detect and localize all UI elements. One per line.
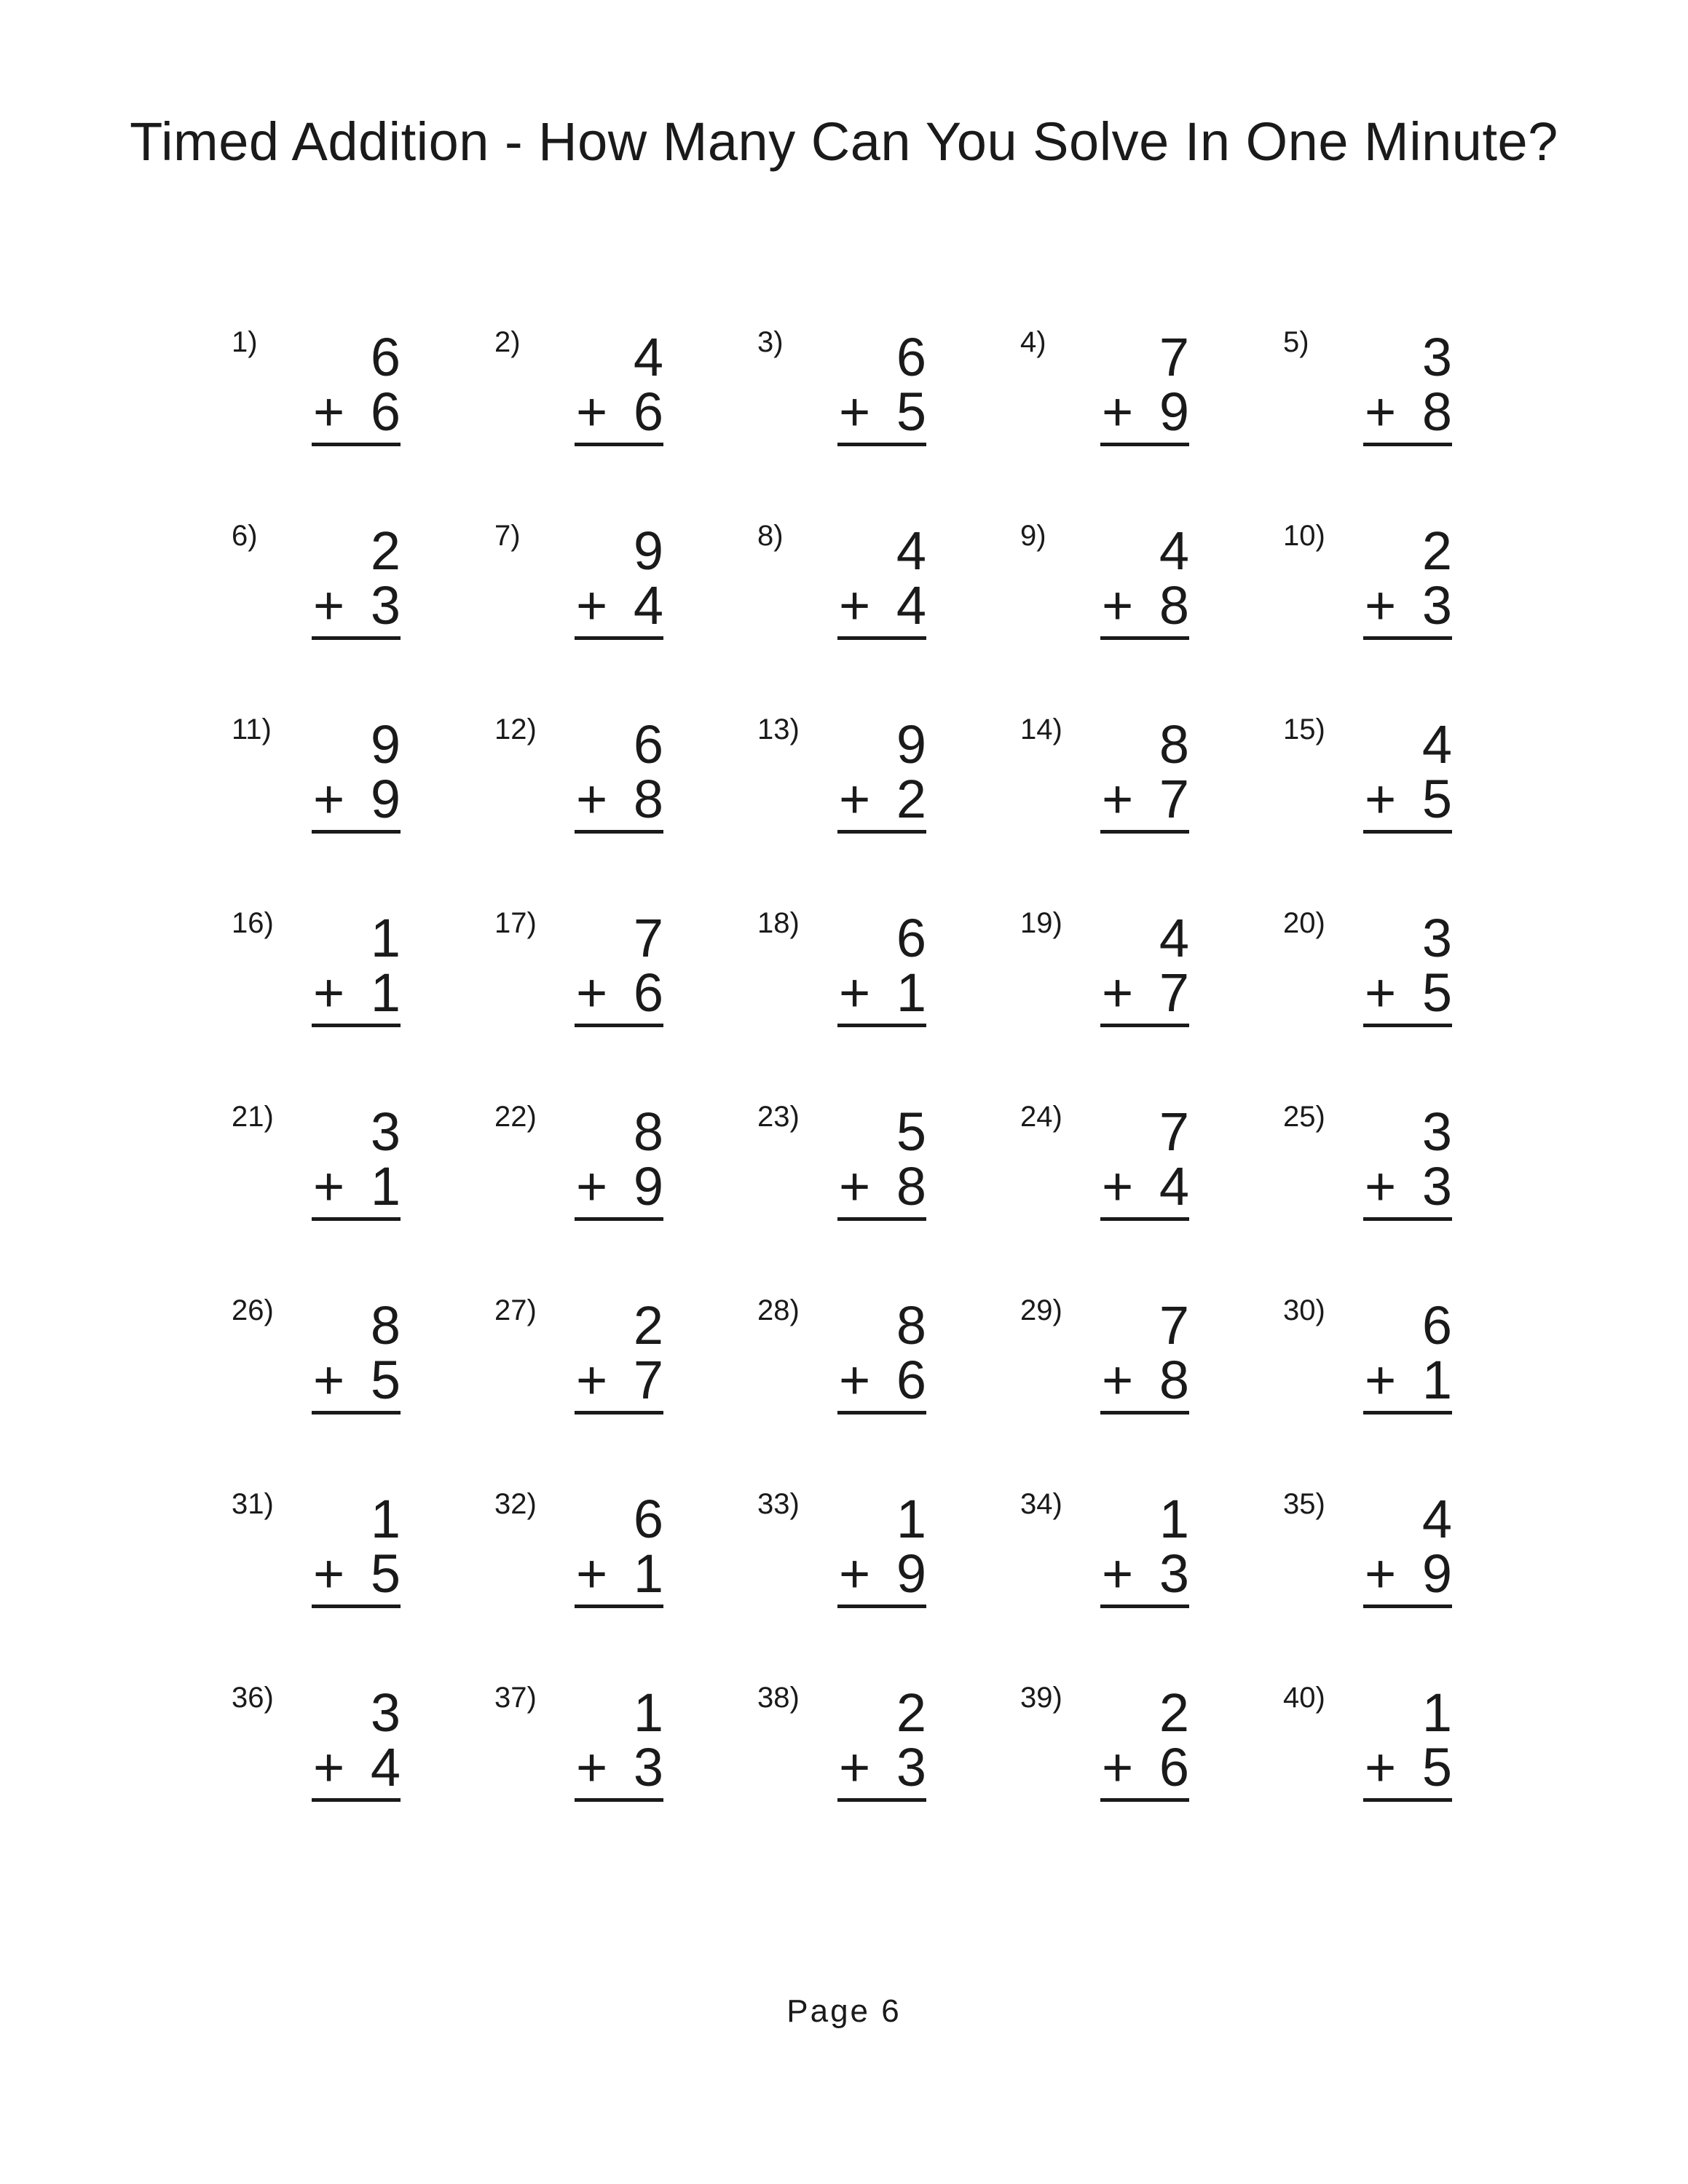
problem-number: 31) (232, 1488, 274, 1520)
problem-number: 2) (494, 326, 521, 358)
addition-problem (744, 1475, 1007, 1669)
second-addend-row (575, 381, 663, 446)
second-addend: 5 (896, 381, 926, 442)
addition-problem (1007, 700, 1270, 894)
problem-number: 22) (494, 1101, 537, 1133)
second-addend: 4 (896, 575, 926, 636)
problem-number: 36) (232, 1682, 274, 1714)
second-addend: 3 (1421, 575, 1452, 636)
addition-problem (218, 700, 481, 894)
first-addend: 3 (370, 1101, 401, 1162)
second-addend: 3 (1421, 1156, 1452, 1216)
first-addend: 4 (633, 327, 663, 387)
second-addend: 4 (633, 575, 663, 636)
problem-number: 38) (757, 1682, 800, 1714)
first-addend: 4 (1159, 521, 1189, 581)
plus-sign: + (576, 381, 608, 442)
plus-sign: + (1365, 769, 1397, 829)
plus-sign: + (576, 1350, 608, 1410)
second-addend: 5 (1421, 769, 1452, 829)
second-addend-row (312, 1737, 401, 1802)
second-addend-row (312, 1350, 401, 1415)
addition-problem (1270, 313, 1533, 507)
problem-number: 40) (1283, 1682, 1325, 1714)
problem-number: 29) (1020, 1294, 1062, 1326)
first-addend: 2 (1159, 1682, 1189, 1743)
plus-sign: + (1102, 1156, 1134, 1216)
first-addend: 2 (370, 521, 401, 581)
plus-sign: + (313, 1350, 345, 1410)
plus-sign: + (313, 769, 345, 829)
second-addend-row (575, 769, 663, 834)
plus-sign: + (1365, 1350, 1397, 1410)
second-addend: 4 (1159, 1156, 1189, 1216)
second-addend: 5 (1421, 962, 1452, 1023)
first-addend: 4 (896, 521, 926, 581)
problem-number: 37) (494, 1682, 537, 1714)
second-addend-row (1363, 381, 1452, 446)
second-addend-row (1363, 1737, 1452, 1802)
addition-problem (481, 1088, 744, 1281)
plus-sign: + (1365, 1543, 1397, 1604)
addition-problem (1270, 1475, 1533, 1669)
addition-problem (218, 1281, 481, 1475)
problem-number: 15) (1283, 713, 1325, 745)
second-addend-row (1363, 575, 1452, 640)
first-addend: 6 (633, 714, 663, 775)
plus-sign: + (1102, 769, 1134, 829)
problem-number: 21) (232, 1101, 274, 1133)
problem-grid (218, 313, 1529, 1862)
second-addend: 9 (633, 1156, 663, 1216)
second-addend-row (1363, 1543, 1452, 1608)
plus-sign: + (1365, 381, 1397, 442)
second-addend-row (312, 381, 401, 446)
plus-sign: + (1102, 381, 1134, 442)
plus-sign: + (1365, 1156, 1397, 1216)
second-addend: 5 (370, 1543, 401, 1604)
second-addend-row (837, 1737, 926, 1802)
first-addend: 1 (1421, 1682, 1452, 1743)
second-addend: 3 (370, 575, 401, 636)
addition-problem (1007, 507, 1270, 700)
second-addend-row (312, 769, 401, 834)
plus-sign: + (313, 1543, 345, 1604)
plus-sign: + (313, 962, 345, 1023)
first-addend: 4 (1159, 908, 1189, 968)
problem-number: 39) (1020, 1682, 1062, 1714)
addition-problem (1007, 1669, 1270, 1862)
plus-sign: + (576, 769, 608, 829)
addition-problem (1270, 894, 1533, 1088)
first-addend: 6 (896, 908, 926, 968)
problem-number: 7) (494, 520, 521, 552)
second-addend: 9 (1421, 1543, 1452, 1604)
second-addend: 8 (896, 1156, 926, 1216)
problem-number: 11) (232, 713, 272, 745)
first-addend: 8 (1159, 714, 1189, 775)
second-addend-row (312, 962, 401, 1027)
second-addend: 9 (1159, 381, 1189, 442)
second-addend-row (575, 1543, 663, 1608)
problem-number: 12) (494, 713, 537, 745)
addition-problem (218, 313, 481, 507)
second-addend-row (1100, 1156, 1189, 1221)
second-addend-row (837, 962, 926, 1027)
first-addend: 4 (1421, 714, 1452, 775)
plus-sign: + (576, 1156, 608, 1216)
addition-problem (744, 1669, 1007, 1862)
plus-sign: + (576, 1543, 608, 1604)
plus-sign: + (839, 1543, 871, 1604)
second-addend: 6 (633, 381, 663, 442)
plus-sign: + (313, 1156, 345, 1216)
second-addend-row (837, 1350, 926, 1415)
addition-problem (1007, 313, 1270, 507)
addition-problem (1007, 1281, 1270, 1475)
second-addend: 1 (370, 962, 401, 1023)
second-addend: 3 (896, 1737, 926, 1797)
problem-number: 23) (757, 1101, 800, 1133)
first-addend: 9 (633, 521, 663, 581)
first-addend: 2 (1421, 521, 1452, 581)
first-addend: 6 (633, 1489, 663, 1549)
second-addend-row (575, 1737, 663, 1802)
problem-number: 24) (1020, 1101, 1062, 1133)
plus-sign: + (1365, 575, 1397, 636)
second-addend-row (575, 1156, 663, 1221)
addition-problem (481, 1475, 744, 1669)
second-addend: 8 (633, 769, 663, 829)
second-addend: 3 (633, 1737, 663, 1797)
addition-problem (481, 313, 744, 507)
plus-sign: + (576, 575, 608, 636)
first-addend: 3 (1421, 1101, 1452, 1162)
addition-problem (218, 1475, 481, 1669)
problem-number: 14) (1020, 713, 1062, 745)
addition-problem (481, 894, 744, 1088)
first-addend: 6 (896, 327, 926, 387)
plus-sign: + (839, 1156, 871, 1216)
first-addend: 4 (1421, 1489, 1452, 1549)
first-addend: 9 (896, 714, 926, 775)
first-addend: 1 (896, 1489, 926, 1549)
second-addend-row (837, 1543, 926, 1608)
addition-problem (744, 507, 1007, 700)
problem-number: 3) (757, 326, 784, 358)
plus-sign: + (576, 962, 608, 1023)
plus-sign: + (576, 1737, 608, 1797)
second-addend-row (1363, 1350, 1452, 1415)
addition-problem (1270, 1669, 1533, 1862)
first-addend: 1 (1159, 1489, 1189, 1549)
problem-number: 35) (1283, 1488, 1325, 1520)
first-addend: 1 (370, 908, 401, 968)
second-addend: 6 (370, 381, 401, 442)
plus-sign: + (1102, 962, 1134, 1023)
problem-number: 9) (1020, 520, 1046, 552)
problem-number: 30) (1283, 1294, 1325, 1326)
problem-number: 5) (1283, 326, 1309, 358)
addition-problem (1007, 1088, 1270, 1281)
second-addend-row (312, 1156, 401, 1221)
first-addend: 8 (370, 1295, 401, 1356)
problem-number: 27) (494, 1294, 537, 1326)
first-addend: 7 (1159, 327, 1189, 387)
second-addend-row (837, 381, 926, 446)
second-addend: 6 (896, 1350, 926, 1410)
addition-problem (481, 700, 744, 894)
first-addend: 7 (1159, 1101, 1189, 1162)
addition-problem (218, 507, 481, 700)
problem-number: 32) (494, 1488, 537, 1520)
second-addend-row (837, 769, 926, 834)
second-addend: 2 (896, 769, 926, 829)
problem-number: 25) (1283, 1101, 1325, 1133)
second-addend-row (1100, 575, 1189, 640)
page-title: Timed Addition - How Many Can You Solve In One Minute? (130, 111, 1558, 172)
problem-number: 13) (757, 713, 800, 745)
second-addend: 9 (896, 1543, 926, 1604)
second-addend-row (1363, 962, 1452, 1027)
second-addend-row (1100, 1350, 1189, 1415)
problem-number: 17) (494, 907, 537, 939)
first-addend: 2 (633, 1295, 663, 1356)
second-addend: 9 (370, 769, 401, 829)
second-addend-row (1100, 769, 1189, 834)
addition-problem (481, 1669, 744, 1862)
second-addend: 7 (1159, 769, 1189, 829)
first-addend: 7 (633, 908, 663, 968)
first-addend: 5 (896, 1101, 926, 1162)
first-addend: 7 (1159, 1295, 1189, 1356)
second-addend-row (575, 575, 663, 640)
problem-number: 6) (232, 520, 258, 552)
first-addend: 6 (370, 327, 401, 387)
addition-problem (1007, 1475, 1270, 1669)
addition-problem (481, 507, 744, 700)
problem-number: 28) (757, 1294, 800, 1326)
plus-sign: + (839, 769, 871, 829)
addition-problem (481, 1281, 744, 1475)
problem-number: 1) (232, 326, 258, 358)
plus-sign: + (1102, 1543, 1134, 1604)
second-addend-row (312, 1543, 401, 1608)
plus-sign: + (313, 575, 345, 636)
problem-number: 33) (757, 1488, 800, 1520)
first-addend: 6 (1421, 1295, 1452, 1356)
second-addend: 8 (1159, 1350, 1189, 1410)
second-addend-row (1100, 1737, 1189, 1802)
addition-problem (744, 1281, 1007, 1475)
second-addend: 7 (1159, 962, 1189, 1023)
problem-number: 8) (757, 520, 784, 552)
addition-problem (744, 700, 1007, 894)
problem-number: 26) (232, 1294, 274, 1326)
problem-number: 20) (1283, 907, 1325, 939)
second-addend: 4 (370, 1737, 401, 1797)
problem-number: 10) (1283, 520, 1325, 552)
second-addend: 1 (633, 1543, 663, 1604)
first-addend: 3 (370, 1682, 401, 1743)
addition-problem (218, 1088, 481, 1281)
second-addend-row (837, 1156, 926, 1221)
first-addend: 1 (633, 1682, 663, 1743)
addition-problem (218, 1669, 481, 1862)
second-addend: 7 (633, 1350, 663, 1410)
problem-number: 4) (1020, 326, 1046, 358)
first-addend: 1 (370, 1489, 401, 1549)
plus-sign: + (1365, 962, 1397, 1023)
plus-sign: + (1102, 575, 1134, 636)
addition-problem (218, 894, 481, 1088)
addition-problem (1270, 700, 1533, 894)
plus-sign: + (839, 962, 871, 1023)
first-addend: 9 (370, 714, 401, 775)
second-addend-row (837, 575, 926, 640)
problem-number: 18) (757, 907, 800, 939)
second-addend: 1 (1421, 1350, 1452, 1410)
addition-problem (744, 894, 1007, 1088)
second-addend-row (1100, 962, 1189, 1027)
plus-sign: + (1102, 1350, 1134, 1410)
second-addend-row (1363, 769, 1452, 834)
plus-sign: + (839, 575, 871, 636)
plus-sign: + (313, 381, 345, 442)
plus-sign: + (839, 1350, 871, 1410)
first-addend: 2 (896, 1682, 926, 1743)
second-addend-row (575, 1350, 663, 1415)
plus-sign: + (839, 381, 871, 442)
second-addend: 6 (633, 962, 663, 1023)
second-addend-row (312, 575, 401, 640)
second-addend: 3 (1159, 1543, 1189, 1604)
addition-problem (1007, 894, 1270, 1088)
second-addend: 6 (1159, 1737, 1189, 1797)
second-addend-row (1100, 381, 1189, 446)
addition-problem (1270, 1281, 1533, 1475)
plus-sign: + (839, 1737, 871, 1797)
problem-number: 34) (1020, 1488, 1062, 1520)
second-addend: 1 (896, 962, 926, 1023)
second-addend: 8 (1159, 575, 1189, 636)
first-addend: 8 (633, 1101, 663, 1162)
second-addend: 5 (370, 1350, 401, 1410)
first-addend: 3 (1421, 908, 1452, 968)
page-number: Page 6 (786, 1993, 902, 2029)
plus-sign: + (313, 1737, 345, 1797)
plus-sign: + (1365, 1737, 1397, 1797)
addition-problem (1270, 507, 1533, 700)
second-addend-row (1363, 1156, 1452, 1221)
addition-problem (1270, 1088, 1533, 1281)
problem-number: 19) (1020, 907, 1062, 939)
problem-number: 16) (232, 907, 274, 939)
first-addend: 8 (896, 1295, 926, 1356)
first-addend: 3 (1421, 327, 1452, 387)
second-addend: 5 (1421, 1737, 1452, 1797)
second-addend-row (575, 962, 663, 1027)
plus-sign: + (1102, 1737, 1134, 1797)
addition-problem (744, 1088, 1007, 1281)
addition-problem (744, 313, 1007, 507)
second-addend: 1 (370, 1156, 401, 1216)
second-addend-row (1100, 1543, 1189, 1608)
second-addend: 8 (1421, 381, 1452, 442)
